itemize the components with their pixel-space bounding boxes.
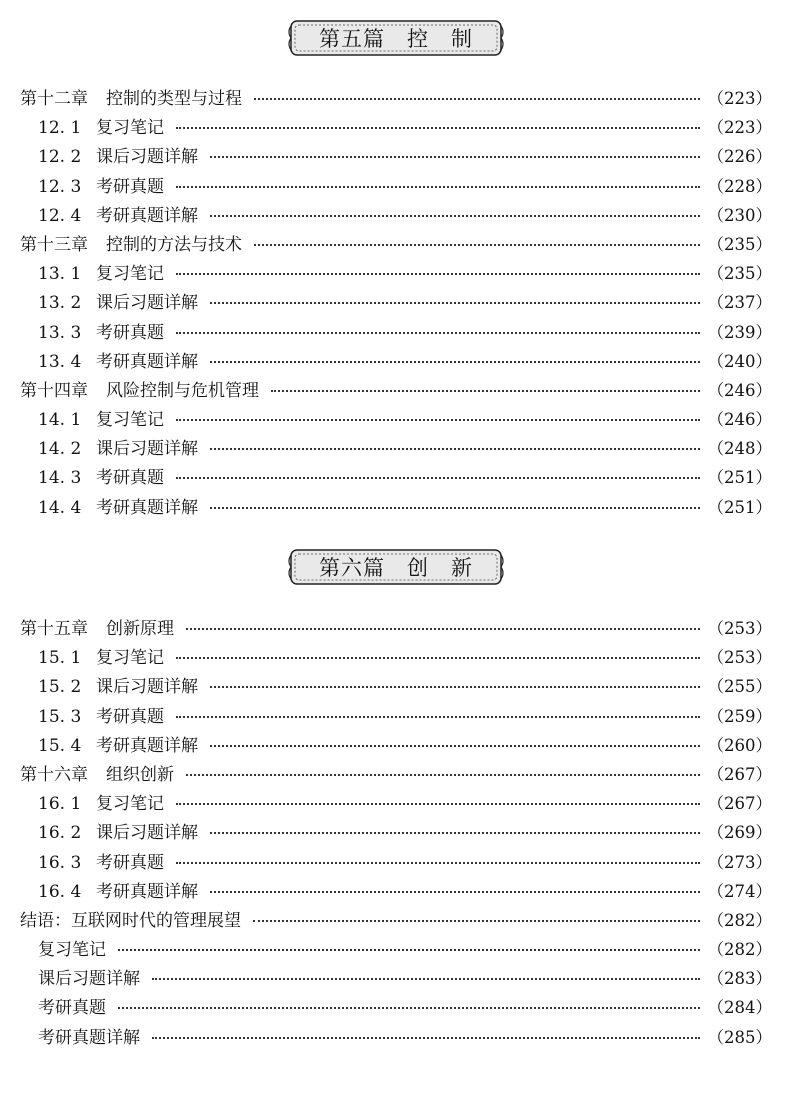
page-number: （230） (707, 205, 772, 225)
toc-section-row[interactable] (20, 259, 772, 288)
page-number: （228） (707, 176, 772, 196)
entry-title: 考研真题详解 (38, 1027, 140, 1048)
dot-leader (210, 285, 700, 304)
dot-leader (271, 373, 700, 392)
entry-title: 创新原理 (106, 619, 174, 639)
toc-section-row[interactable] (20, 347, 772, 376)
toc-section-row[interactable] (20, 318, 772, 347)
dot-leader (254, 81, 700, 100)
page-number: （251） (707, 468, 772, 488)
page-number: （251） (707, 497, 772, 517)
page-number: （269） (707, 823, 772, 843)
page-number: （237） (707, 293, 772, 313)
page-number: （282） (707, 940, 772, 960)
entry-title: 考研真题 (96, 468, 164, 489)
dot-leader (186, 757, 700, 776)
toc-part-6 (20, 614, 772, 1052)
dot-leader (176, 110, 700, 129)
page-number: （253） (707, 619, 772, 638)
page-number: （283） (707, 969, 772, 989)
entry-title: 考研真题详解 (96, 205, 198, 226)
toc-section-row[interactable] (20, 731, 772, 760)
dot-leader (210, 669, 700, 688)
page-number: （246） (707, 410, 772, 430)
toc-section-row[interactable] (20, 493, 772, 522)
entry-title: 课后习题详解 (96, 677, 198, 698)
dot-leader (254, 227, 700, 246)
page-number: （223） (707, 89, 772, 108)
entry-title: 控制的方法与技术 (106, 234, 242, 255)
dot-leader (152, 961, 700, 980)
dot-leader (186, 611, 700, 630)
dot-leader (118, 932, 700, 951)
entry-title: 风险控制与危机管理 (106, 380, 259, 401)
toc-section-row[interactable] (20, 672, 772, 701)
page-number: （282） (707, 910, 772, 930)
chapter-number: 第十六章 (20, 764, 88, 785)
section-number: 15. 4 (38, 735, 82, 756)
section-number: 13. 3 (38, 322, 82, 343)
page-number: （273） (707, 852, 772, 872)
entry-title: 考研真题 (96, 176, 164, 197)
toc-chapter-row[interactable] (20, 230, 772, 259)
section-number: 14. 1 (38, 410, 82, 431)
page-number: （235） (707, 234, 772, 254)
entry-title: 课后习题详解 (96, 439, 198, 460)
entry-title: 考研真题详解 (96, 735, 198, 756)
entry-title: 考研真题详解 (96, 351, 198, 372)
toc-section-row[interactable] (20, 288, 772, 317)
page-number: （248） (707, 439, 772, 459)
dot-leader (210, 198, 700, 217)
toc-section-row[interactable] (20, 877, 772, 906)
dot-leader (210, 344, 700, 363)
section-number: 16. 3 (38, 852, 82, 873)
page-number: （235） (707, 264, 772, 284)
dot-leader (210, 874, 700, 893)
page-number: （284） (707, 998, 772, 1018)
page-number: （259） (707, 706, 772, 726)
dot-leader (253, 903, 700, 922)
toc-chapter-row[interactable] (20, 84, 772, 113)
entry-title: 复习笔记 (96, 410, 164, 431)
dot-leader (176, 460, 700, 479)
toc-part-5 (20, 84, 772, 522)
entry-title: 组织创新 (106, 764, 174, 785)
section-number: 14. 3 (38, 468, 82, 489)
part-banner-6 (287, 546, 505, 588)
page-number: （226） (707, 147, 772, 167)
entry-title: 考研真题详解 (96, 881, 198, 902)
entry-title: 课后习题详解 (38, 969, 140, 990)
section-number: 14. 2 (38, 439, 82, 460)
entry-title: 课后习题详解 (96, 147, 198, 168)
dot-leader (210, 728, 700, 747)
page-number: （267） (707, 794, 772, 814)
section-number: 13. 2 (38, 293, 82, 314)
chapter-number: 第十三章 (20, 234, 88, 255)
dot-leader (118, 990, 700, 1009)
entry-title: 考研真题 (96, 852, 164, 873)
part-banner-5 (287, 17, 505, 59)
entry-title: 考研真题 (96, 706, 164, 727)
dot-leader (210, 490, 700, 509)
entry-title: 课后习题详解 (96, 823, 198, 844)
page-number: （253） (707, 648, 772, 668)
chapter-number: 第十四章 (20, 380, 88, 401)
page-number: （223） (707, 118, 772, 138)
entry-title: 复习笔记 (96, 648, 164, 669)
toc-section-row[interactable] (20, 818, 772, 847)
section-number: 12. 3 (38, 176, 82, 197)
page-number: （246） (707, 380, 772, 400)
page-number: （267） (707, 764, 772, 784)
entry-title: 考研真题 (38, 998, 106, 1019)
dot-leader (176, 402, 700, 421)
dot-leader (176, 699, 700, 718)
toc-section-row[interactable] (20, 201, 772, 230)
toc-section-row[interactable] (20, 848, 772, 877)
part-title: 第五篇 控 制 (319, 27, 473, 51)
section-number: 15. 1 (38, 648, 82, 669)
toc-section-row[interactable] (20, 964, 772, 993)
toc-section-row[interactable] (20, 935, 772, 964)
toc-section-row[interactable] (20, 142, 772, 171)
section-number: 13. 4 (38, 351, 82, 372)
section-number: 15. 2 (38, 677, 82, 698)
toc-section-row[interactable] (20, 1023, 772, 1052)
entry-title: 复习笔记 (96, 794, 164, 815)
page-number: （274） (707, 881, 772, 901)
toc-chapter-row[interactable] (20, 906, 772, 935)
entry-title: 复习笔记 (96, 118, 164, 139)
page-number: （239） (707, 322, 772, 342)
entry-title: 复习笔记 (38, 940, 106, 961)
dot-leader (210, 431, 700, 450)
entry-title: 课后习题详解 (96, 293, 198, 314)
section-number: 12. 1 (38, 118, 82, 139)
dot-leader (210, 815, 700, 834)
section-number: 16. 1 (38, 794, 82, 815)
dot-leader (176, 786, 700, 805)
section-number: 12. 2 (38, 147, 82, 168)
dot-leader (176, 256, 700, 275)
page-number: （285） (707, 1027, 772, 1047)
toc-chapter-row[interactable] (20, 614, 772, 643)
page-number: （240） (707, 351, 772, 371)
toc-chapter-row[interactable] (20, 760, 772, 789)
dot-leader (152, 1020, 700, 1039)
entry-title: 考研真题 (96, 322, 164, 343)
chapter-number: 第十二章 (20, 89, 88, 109)
dot-leader (176, 315, 700, 334)
entry-title: 控制的类型与过程 (106, 89, 242, 109)
toc-section-row[interactable] (20, 113, 772, 142)
section-number: 12. 4 (38, 205, 82, 226)
entry-title: 考研真题详解 (96, 497, 198, 518)
toc-section-row[interactable] (20, 172, 772, 201)
toc-section-row[interactable] (20, 993, 772, 1022)
toc-section-row[interactable] (20, 789, 772, 818)
entry-title: 复习笔记 (96, 264, 164, 285)
dot-leader (176, 169, 700, 188)
section-number: 16. 2 (38, 823, 82, 844)
toc-section-row[interactable] (20, 434, 772, 463)
part-title: 第六篇 创 新 (319, 556, 473, 580)
toc-section-row[interactable] (20, 405, 772, 434)
entry-title: 结语：互联网时代的管理展望 (20, 910, 241, 931)
page-number: （260） (707, 735, 772, 755)
dot-leader (176, 640, 700, 659)
dot-leader (176, 845, 700, 864)
page-number: （255） (707, 677, 772, 697)
toc-chapter-row[interactable] (20, 376, 772, 405)
toc-section-row[interactable] (20, 643, 772, 672)
chapter-number: 第十五章 (20, 619, 88, 639)
section-number: 16. 4 (38, 881, 82, 902)
section-number: 14. 4 (38, 497, 82, 518)
toc-section-row[interactable] (20, 702, 772, 731)
dot-leader (210, 139, 700, 158)
section-number: 13. 1 (38, 264, 82, 285)
section-number: 15. 3 (38, 706, 82, 727)
toc-section-row[interactable] (20, 463, 772, 492)
